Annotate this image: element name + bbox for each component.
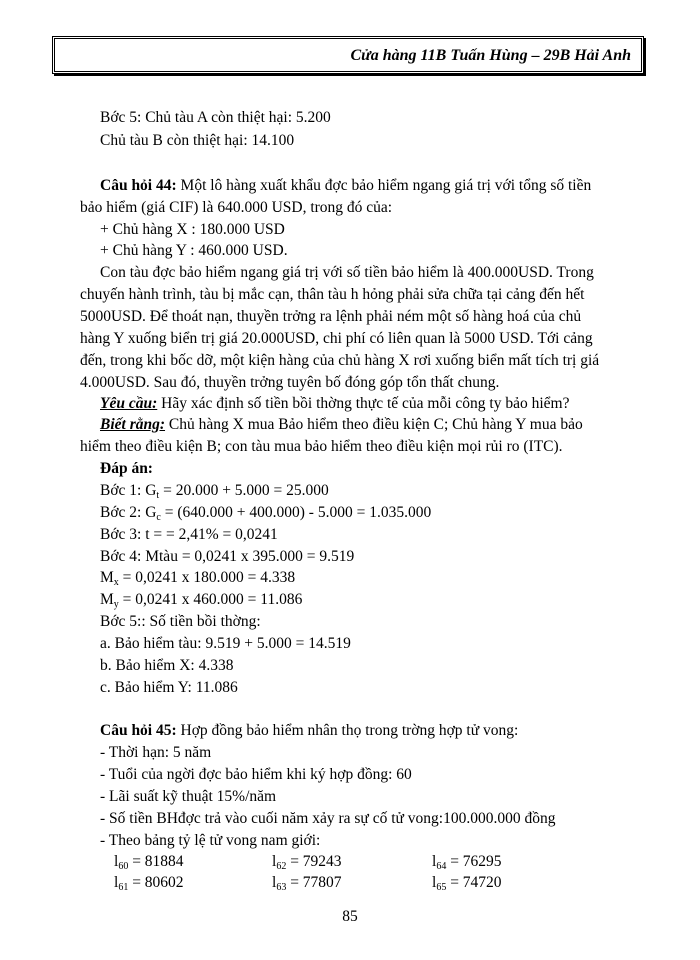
question-44 [100,176,591,196]
m-x-rest: = 0,0241 x 180.000 = 4.338 [118,569,296,586]
step-1-rest: = 20.000 + 5.000 = 25.000 [159,482,329,499]
mortality-entry: $l_{61} = 80602$ [114,874,184,893]
mortality-entry: $l_{62} = 79243$ [272,853,342,872]
mortality-entry: $l_{63} = 77807$ [272,874,342,893]
text-line: + Chủ hàng X : 180.000 USD [100,221,285,238]
mortality-entry: $l_{60} = 81884$ [114,853,184,872]
step-3: Bớc 3: t = = 2,41% = 0,0241 [100,526,278,543]
question-text: Hợp đồng bảo hiểm nhân thọ trong trờng hợp tử vong: [176,722,519,739]
text-line: 5000USD. Để thoát nạn, thuyền trởng ra lệnh phải ném một số hàng hoá của chủ [80,308,582,325]
header-title: Cửa hàng 11B Tuấn Hùng – 29B Hải Anh [350,47,631,64]
question-45 [100,721,518,741]
mortality-age: 64 [436,861,447,872]
step-5b: b. Bảo hiểm X: 4.338 [100,657,234,674]
mortality-value: = 77807 [286,874,342,891]
mortality-entry: $l_{65} = 74720$ [432,874,502,893]
list-item: - Số tiền BHđợc trả vào cuối năm xảy ra sự cố tử vong:100.000.000 đồng [100,810,556,827]
mortality-value: = 76295 [446,853,502,870]
given-label: Biết rằng: [100,416,166,433]
mortality-age: 60 [118,861,129,872]
text-line: Bớc 5: Chủ tàu A còn thiệt hại: 5.200 [100,109,331,126]
step-1-text: Bớc 1: G [100,482,157,499]
m-y-text: M [100,591,114,608]
mortality-value: = 74720 [446,874,502,891]
step-2-text: Bớc 2: G [100,504,157,521]
list-item: - Tuổi của ngời đợc bảo hiểm khi ký hợp đồng: 60 [100,766,412,783]
answer-heading: Đáp án: [100,460,153,477]
list-item: - Thời hạn: 5 năm [100,744,212,761]
step-5c: c. Bảo hiểm Y: 11.086 [100,679,238,696]
mortality-value: = 80602 [128,874,184,891]
mortality-age: 62 [276,861,287,872]
step-2 [100,503,431,523]
mortality-entry: $l_{64} = 76295$ [432,853,502,872]
mortality-age: 61 [118,882,129,893]
step-1 [100,481,329,501]
text-line: đến, trong khi bốc dỡ, một kiện hàng của chủ hàng X rơi xuống biển mất tích trị giá [80,352,600,369]
step-5a: a. Bảo hiểm tàu: 9.519 + 5.000 = 14.519 [100,635,351,652]
m-y [100,590,302,610]
mortality-value: = 81884 [128,853,184,870]
question-label: Câu hỏi 45: [100,722,177,739]
m-y-rest: = 0,0241 x 460.000 = 11.086 [118,591,303,608]
list-item: - Lãi suất kỹ thuật 15%/năm [100,788,277,805]
m-y-sub: y [113,599,119,610]
requirement-text: Hãy xác định số tiền bồi thờng thực tế của mỗi công ty bảo hiểm? [157,395,570,412]
text-line: bảo hiểm (giá CIF) là 640.000 USD, trong đó của: [80,199,393,216]
step-2-rest: = (640.000 + 400.000) - 5.000 = 1.035.000 [160,504,432,521]
step-2-sub: c [156,512,161,523]
step-4: Bớc 4: Mtàu = 0,0241 x 395.000 = 9.519 [100,548,355,565]
requirement-label: Yêu cầu: [100,395,158,412]
mortality-value: = 79243 [286,853,342,870]
step-1-sub: t [156,490,160,501]
m-x-sub: x [113,577,119,588]
text-line: hàng Y xuống biển trị giá 20.000USD, chi phí có liên quan là 5000 USD. Tới cảng [80,330,593,347]
question-text: Một lô hàng xuất khẩu đợc bảo hiểm ngang giá trị với tổng số tiền [176,177,592,194]
text-line: chuyến hành trình, tàu bị mắc cạn, thân tàu h hỏng phải sửa chữa tại cảng đến hết [80,286,585,303]
text-line: Con tàu đợc bảo hiểm ngang giá trị với số tiền bảo hiểm là 400.000USD. Trong [100,264,594,281]
given [100,415,583,435]
m-x [100,568,295,588]
list-item: - Theo bảng tỷ lệ tử vong nam giới: [100,832,321,849]
page-header [52,36,644,74]
requirement [100,394,569,414]
given-text: Chủ hàng X mua Bảo hiểm theo điều kiện C; Chủ hàng Y mua bảo [165,416,583,433]
text-line: + Chủ hàng Y : 460.000 USD. [100,242,288,259]
text-line: hiểm theo điều kiện B; con tàu mua bảo hiểm theo điều kiện mọi rủi ro (ITC). [80,438,563,455]
mortality-age: 63 [276,882,287,893]
question-label: Câu hỏi 44: [100,177,177,194]
m-x-text: M [100,569,114,586]
text-line: 4.000USD. Sau đó, thuyền trởng tuyên bố đóng góp tổn thất chung. [80,374,500,391]
text-line: Chủ tàu B còn thiệt hại: 14.100 [100,132,295,149]
mortality-age: 65 [436,882,447,893]
page-number: 85 [342,908,358,925]
step-5: Bớc 5:: Số tiền bồi thờng: [100,613,261,630]
